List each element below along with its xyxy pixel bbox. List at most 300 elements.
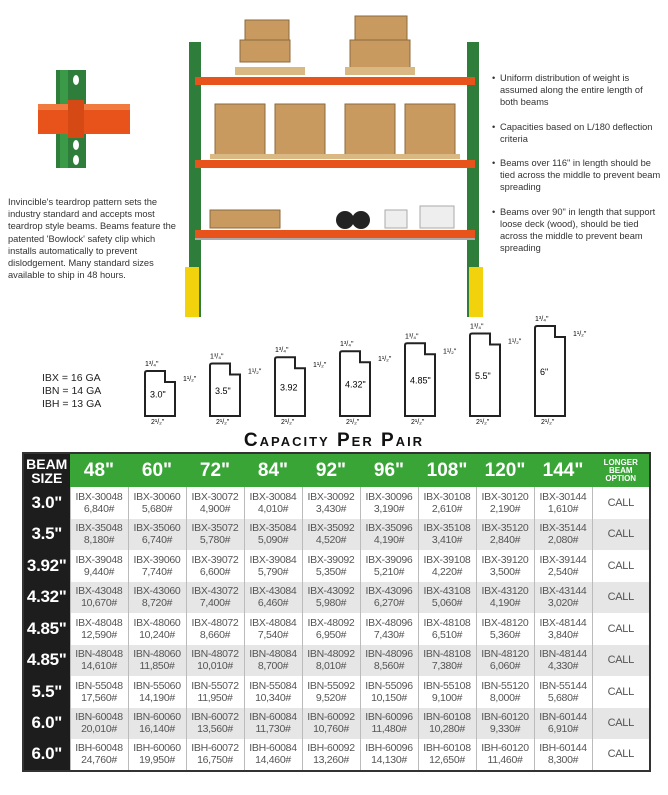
capacity-value: 12,650#: [429, 754, 465, 767]
capacity-cell: [186, 550, 244, 582]
part-number: IBX-35108: [423, 522, 471, 535]
part-number: IBX-39096: [365, 553, 413, 566]
capacity-cell: [128, 613, 186, 645]
profile-step-width: 1³/₄": [275, 347, 289, 355]
capacity-cell: [418, 645, 476, 677]
capacity-cell: [418, 708, 476, 740]
part-number: IBX-43108: [423, 585, 471, 598]
part-number: IBX-48120: [481, 616, 529, 629]
capacity-cell: [476, 676, 534, 708]
part-number: IBX-43120: [481, 585, 529, 598]
note-item: • Beams over 90" in length that support loose deck (wood), should be tied across the middle to prevent beam spreading: [492, 206, 662, 255]
capacity-cell: [418, 487, 476, 519]
table-row: [23, 519, 650, 551]
capacity-value: 9,100#: [431, 691, 463, 704]
capacity-value: 3,840#: [547, 628, 579, 641]
profile-step-width: 1³/₄": [340, 341, 354, 349]
capacity-value: 6,060#: [489, 660, 521, 673]
part-number: IBX-43048: [75, 585, 123, 598]
part-number: IBN-55072: [191, 679, 239, 692]
capacity-value: 4,190#: [489, 597, 521, 610]
part-number: IBN-60092: [307, 711, 355, 724]
capacity-cell: [186, 739, 244, 771]
capacity-cell: [302, 739, 360, 771]
capacity-cell: [476, 613, 534, 645]
part-number: IBN-60048: [75, 711, 123, 724]
length-header: 72": [186, 453, 244, 487]
capacity-cell: [476, 645, 534, 677]
part-number: IBX-43144: [539, 585, 587, 598]
capacity-cell: [476, 582, 534, 614]
part-number: IBX-48144: [539, 616, 587, 629]
part-number: IBH-60060: [133, 742, 181, 755]
capacity-value: 4,190#: [373, 534, 405, 547]
part-number: IBX-30060: [133, 490, 181, 503]
gauge-ibx: IBX = 16 GA: [42, 372, 101, 384]
beam-size: 5.5": [23, 676, 70, 708]
table-row: [23, 582, 650, 614]
capacity-value: 3,020#: [547, 597, 579, 610]
option-cell: CALL: [592, 487, 650, 519]
capacity-value: 6,950#: [315, 628, 347, 641]
option-cell: CALL: [592, 739, 650, 771]
option-cell: CALL: [592, 550, 650, 582]
capacity-value: 8,660#: [199, 628, 231, 641]
capacity-cell: [360, 676, 418, 708]
capacity-value: 11,460#: [487, 754, 523, 767]
capacity-cell: [360, 739, 418, 771]
capacity-value: 3,410#: [431, 534, 463, 547]
capacity-cell: [186, 708, 244, 740]
beam-size: 3.92": [23, 550, 70, 582]
part-number: IBN-60120: [481, 711, 529, 724]
table-row: [23, 613, 650, 645]
capacity-cell: [534, 487, 592, 519]
capacity-cell: [534, 676, 592, 708]
capacity-cell: [534, 645, 592, 677]
capacity-cell: [476, 550, 534, 582]
capacity-cell: [128, 550, 186, 582]
option-cell: CALL: [592, 613, 650, 645]
capacity-value: 16,140#: [139, 723, 175, 736]
capacity-value: 4,330#: [547, 660, 579, 673]
capacity-cell: [128, 487, 186, 519]
upright-beam-photo: [38, 70, 130, 168]
profile-height-label: 3.92: [280, 382, 298, 393]
capacity-cell: [186, 613, 244, 645]
capacity-cell: [128, 582, 186, 614]
part-number: IBN-48060: [133, 648, 181, 661]
part-number: IBN-48144: [539, 648, 587, 661]
capacity-cell: [476, 708, 534, 740]
part-number: IBH-60048: [75, 742, 123, 755]
part-number: IBX-35144: [539, 522, 587, 535]
part-number: IBN-48092: [307, 648, 355, 661]
option-cell: CALL: [592, 676, 650, 708]
capacity-cell: [70, 676, 128, 708]
part-number: IBN-48048: [75, 648, 123, 661]
capacity-cell: [360, 613, 418, 645]
capacity-cell: [534, 613, 592, 645]
part-number: IBN-55060: [133, 679, 181, 692]
part-number: IBX-30072: [191, 490, 239, 503]
capacity-value: 20,010#: [81, 723, 117, 736]
part-number: IBX-39108: [423, 553, 471, 566]
part-number: IBN-60060: [133, 711, 181, 724]
capacity-cell: [186, 645, 244, 677]
part-number: IBX-35060: [133, 522, 181, 535]
part-number: IBN-60108: [423, 711, 471, 724]
part-number: IBX-43060: [133, 585, 181, 598]
note-item: • Uniform distribution of weight is assumed along the entire length of both beams: [492, 72, 662, 109]
beam-profile: [145, 361, 197, 426]
capacity-cell: [244, 676, 302, 708]
part-number: IBX-30144: [539, 490, 587, 503]
capacity-value: 14,460#: [255, 754, 291, 767]
capacity-cell: [360, 550, 418, 582]
part-number: IBX-35072: [191, 522, 239, 535]
capacity-value: 5,680#: [141, 502, 173, 515]
capacity-value: 7,430#: [373, 628, 405, 641]
capacity-value: 6,270#: [373, 597, 405, 610]
capacity-value: 13,260#: [313, 754, 349, 767]
length-header: 144": [534, 453, 592, 487]
capacity-cell: [186, 582, 244, 614]
capacity-value: 8,000#: [489, 691, 521, 704]
capacity-value: 7,740#: [141, 565, 173, 578]
capacity-cell: [418, 582, 476, 614]
section-title: Capacity Per Pair: [243, 430, 425, 451]
table-row: [23, 676, 650, 708]
capacity-value: 10,150#: [371, 691, 407, 704]
capacity-value: 5,680#: [547, 691, 579, 704]
beam-profile: [210, 354, 262, 427]
capacity-cell: [534, 550, 592, 582]
length-header: 96": [360, 453, 418, 487]
part-number: IBX-39092: [307, 553, 355, 566]
capacity-value: 8,720#: [141, 597, 173, 610]
capacity-table: [22, 452, 651, 772]
part-number: IBX-30120: [481, 490, 529, 503]
capacity-value: 6,740#: [141, 534, 173, 547]
longer-beam-option-header: LONGER BEAM OPTION: [592, 453, 650, 487]
capacity-cell: [534, 739, 592, 771]
profile-height-label: 5.5": [475, 370, 491, 381]
part-number: IBX-48084: [249, 616, 297, 629]
part-number: IBX-43084: [249, 585, 297, 598]
capacity-cell: [418, 739, 476, 771]
profile-step-width: 1³/₄": [405, 333, 419, 341]
beam-profile: [275, 347, 327, 426]
profile-step-width: 1³/₄": [145, 361, 159, 368]
beam-size: 6.0": [23, 739, 70, 771]
option-cell: CALL: [592, 708, 650, 740]
profile-step-height: 1¹/₂": [378, 356, 392, 364]
beam-size-header: BEAM SIZE: [23, 453, 70, 487]
option-cell: CALL: [592, 582, 650, 614]
capacity-cell: [70, 708, 128, 740]
capacity-value: 13,560#: [197, 723, 233, 736]
profile-width: 2¹/₂": [476, 419, 490, 426]
option-cell: CALL: [592, 519, 650, 551]
table-row: [23, 550, 650, 582]
capacity-value: 6,910#: [547, 723, 579, 736]
capacity-cell: [476, 739, 534, 771]
capacity-cell: [128, 739, 186, 771]
part-number: IBX-39048: [75, 553, 123, 566]
part-number: IBN-48120: [481, 648, 529, 661]
part-number: IBX-48092: [307, 616, 355, 629]
table-row: [23, 739, 650, 771]
capacity-value: 14,610#: [81, 660, 117, 673]
capacity-value: 3,430#: [315, 502, 347, 515]
capacity-value: 10,340#: [255, 691, 291, 704]
capacity-value: 10,240#: [139, 628, 175, 641]
gauge-ibn: IBN = 14 GA: [42, 385, 102, 397]
profile-width: 2¹/₂": [346, 419, 360, 426]
capacity-value: 6,510#: [431, 628, 463, 641]
capacity-cell: [534, 582, 592, 614]
capacity-value: 6,460#: [257, 597, 289, 610]
part-number: IBN-48072: [191, 648, 239, 661]
capacity-cell: [302, 645, 360, 677]
note-item: • Beams over 116" in length should be tied across the middle to prevent beam spreading: [492, 157, 662, 194]
capacity-value: 4,900#: [199, 502, 231, 515]
part-number: IBX-35048: [75, 522, 123, 535]
capacity-cell: [70, 487, 128, 519]
capacity-value: 10,010#: [197, 660, 233, 673]
part-number: IBN-55144: [539, 679, 587, 692]
table-row: [23, 645, 650, 677]
part-number: IBH-60072: [191, 742, 239, 755]
profile-step-width: 1³/₄": [535, 316, 549, 323]
capacity-value: 8,180#: [83, 534, 115, 547]
part-number: IBN-48096: [365, 648, 413, 661]
capacity-cell: [534, 519, 592, 551]
capacity-value: 9,330#: [489, 723, 521, 736]
capacity-value: 5,780#: [199, 534, 231, 547]
option-cell: CALL: [592, 645, 650, 677]
part-number: IBX-39072: [191, 553, 239, 566]
beam-profiles: [140, 316, 590, 428]
capacity-cell: [244, 739, 302, 771]
part-number: IBH-60108: [423, 742, 471, 755]
profile-step-height: 1¹/₂": [573, 331, 587, 338]
part-number: IBH-60084: [249, 742, 297, 755]
capacity-cell: [244, 550, 302, 582]
capacity-cell: [418, 519, 476, 551]
part-number: IBN-55084: [249, 679, 297, 692]
profile-height-label: 3.0": [150, 389, 166, 400]
capacity-cell: [244, 708, 302, 740]
capacity-value: 2,080#: [547, 534, 579, 547]
capacity-cell: [244, 487, 302, 519]
capacity-cell: [70, 739, 128, 771]
capacity-value: 7,540#: [257, 628, 289, 641]
part-number: IBX-39084: [249, 553, 297, 566]
part-number: IBX-43072: [191, 585, 239, 598]
part-number: IBX-35092: [307, 522, 355, 535]
capacity-value: 3,190#: [373, 502, 405, 515]
part-number: IBX-48060: [133, 616, 181, 629]
profile-step-height: 1¹/₂": [183, 376, 197, 383]
beam-size: 3.5": [23, 519, 70, 551]
profile-step-height: 1¹/₂": [508, 338, 522, 346]
length-header: 48": [70, 453, 128, 487]
part-number: IBN-60072: [191, 711, 239, 724]
capacity-value: 4,220#: [431, 565, 463, 578]
capacity-value: 5,060#: [431, 597, 463, 610]
capacity-value: 2,610#: [431, 502, 463, 515]
note-item: • Capacities based on L/180 deflection criteria: [492, 121, 662, 145]
beam-size: 6.0": [23, 708, 70, 740]
capacity-cell: [418, 550, 476, 582]
capacity-value: 11,850#: [139, 660, 175, 673]
capacity-cell: [360, 487, 418, 519]
beam-size: 3.0": [23, 487, 70, 519]
capacity-cell: [360, 519, 418, 551]
beam-description: Invincible's teardrop pattern sets the industry standard and accepts most teardrop style beams. Beams feature the patented 'Bowlock' safety clip which installs automatically to prevent dislodgement. Many standard sizes available to ship in 48 hours.: [8, 197, 176, 281]
capacity-cell: [302, 676, 360, 708]
capacity-value: 7,380#: [431, 660, 463, 673]
part-number: IBX-43096: [365, 585, 413, 598]
beam-size: 4.32": [23, 582, 70, 614]
profile-step-height: 1¹/₂": [313, 362, 327, 370]
capacity-value: 8,300#: [547, 754, 579, 767]
capacity-value: 3,500#: [489, 565, 521, 578]
capacity-cell: [186, 519, 244, 551]
profile-step-width: 1³/₄": [470, 323, 484, 331]
capacity-cell: [244, 645, 302, 677]
capacity-value: 10,760#: [313, 723, 349, 736]
profile-height-label: 3.5": [215, 385, 231, 396]
capacity-value: 5,790#: [257, 565, 289, 578]
beam-profile: [470, 324, 522, 427]
capacity-value: 11,730#: [255, 723, 291, 736]
capacity-value: 19,950#: [139, 754, 175, 767]
part-number: IBX-43092: [307, 585, 355, 598]
capacity-cell: [476, 519, 534, 551]
part-number: IBX-30096: [365, 490, 413, 503]
capacity-value: 5,350#: [315, 565, 347, 578]
table-row: [23, 487, 650, 519]
capacity-cell: [128, 645, 186, 677]
beam-size: 4.85": [23, 613, 70, 645]
capacity-value: 16,750#: [197, 754, 233, 767]
capacity-cell: [534, 708, 592, 740]
notes-list: [492, 72, 662, 266]
part-number: IBX-35084: [249, 522, 297, 535]
capacity-cell: [128, 676, 186, 708]
profile-step-width: 1³/₄": [210, 353, 224, 361]
capacity-value: 24,760#: [81, 754, 117, 767]
capacity-cell: [302, 582, 360, 614]
part-number: IBX-35120: [481, 522, 529, 535]
part-number: IBN-60144: [539, 711, 587, 724]
length-header: 60": [128, 453, 186, 487]
part-number: IBN-55120: [481, 679, 529, 692]
capacity-cell: [70, 550, 128, 582]
capacity-value: 12,590#: [81, 628, 117, 641]
capacity-cell: [302, 550, 360, 582]
profile-step-height: 1¹/₂": [443, 348, 457, 356]
beam-profile: [405, 333, 457, 426]
capacity-value: 2,540#: [547, 565, 579, 578]
capacity-value: 14,190#: [139, 691, 175, 704]
part-number: IBX-30048: [75, 490, 123, 503]
capacity-value: 2,190#: [489, 502, 521, 515]
capacity-value: 10,280#: [429, 723, 465, 736]
capacity-value: 2,840#: [489, 534, 521, 547]
beam-profile: [535, 316, 587, 426]
part-number: IBX-39144: [539, 553, 587, 566]
capacity-value: 5,360#: [489, 628, 521, 641]
capacity-value: 5,090#: [257, 534, 289, 547]
capacity-cell: [128, 708, 186, 740]
capacity-cell: [302, 519, 360, 551]
capacity-value: 8,700#: [257, 660, 289, 673]
part-number: IBN-60096: [365, 711, 413, 724]
capacity-cell: [186, 676, 244, 708]
capacity-cell: [360, 645, 418, 677]
gauge-legend: [42, 372, 101, 411]
capacity-cell: [418, 613, 476, 645]
capacity-cell: [360, 708, 418, 740]
profile-height-label: 4.32": [345, 379, 366, 390]
beam-size: 4.85": [23, 645, 70, 677]
part-number: IBX-48108: [423, 616, 471, 629]
capacity-value: 10,670#: [81, 597, 117, 610]
capacity-value: 11,950#: [197, 691, 233, 704]
capacity-value: 6,840#: [83, 502, 115, 515]
part-number: IBN-48108: [423, 648, 471, 661]
capacity-cell: [70, 582, 128, 614]
profile-width: 2¹/₂": [541, 419, 555, 426]
part-number: IBH-60096: [365, 742, 413, 755]
capacity-cell: [302, 613, 360, 645]
capacity-cell: [360, 582, 418, 614]
part-number: IBN-60084: [249, 711, 297, 724]
part-number: IBN-55048: [75, 679, 123, 692]
length-header: 92": [302, 453, 360, 487]
part-number: IBN-55108: [423, 679, 471, 692]
part-number: IBX-30084: [249, 490, 297, 503]
capacity-value: 14,130#: [371, 754, 407, 767]
capacity-value: 1,610#: [547, 502, 579, 515]
part-number: IBN-48084: [249, 648, 297, 661]
capacity-value: 9,440#: [83, 565, 115, 578]
capacity-cell: [70, 645, 128, 677]
capacity-cell: [302, 708, 360, 740]
profile-step-height: 1¹/₂": [248, 368, 262, 376]
capacity-cell: [476, 487, 534, 519]
part-number: IBX-48048: [75, 616, 123, 629]
part-number: IBX-48072: [191, 616, 239, 629]
profile-width: 2¹/₂": [216, 419, 230, 426]
length-header: 84": [244, 453, 302, 487]
capacity-cell: [244, 582, 302, 614]
capacity-value: 8,010#: [315, 660, 347, 673]
capacity-value: 4,520#: [315, 534, 347, 547]
capacity-cell: [70, 519, 128, 551]
capacity-value: 9,520#: [315, 691, 347, 704]
pallet-rack-illustration: [185, 12, 485, 317]
capacity-value: 7,400#: [199, 597, 231, 610]
capacity-cell: [186, 487, 244, 519]
capacity-value: 4,010#: [257, 502, 289, 515]
beam-profile: [340, 341, 392, 426]
profile-width: 2¹/₂": [151, 419, 165, 426]
